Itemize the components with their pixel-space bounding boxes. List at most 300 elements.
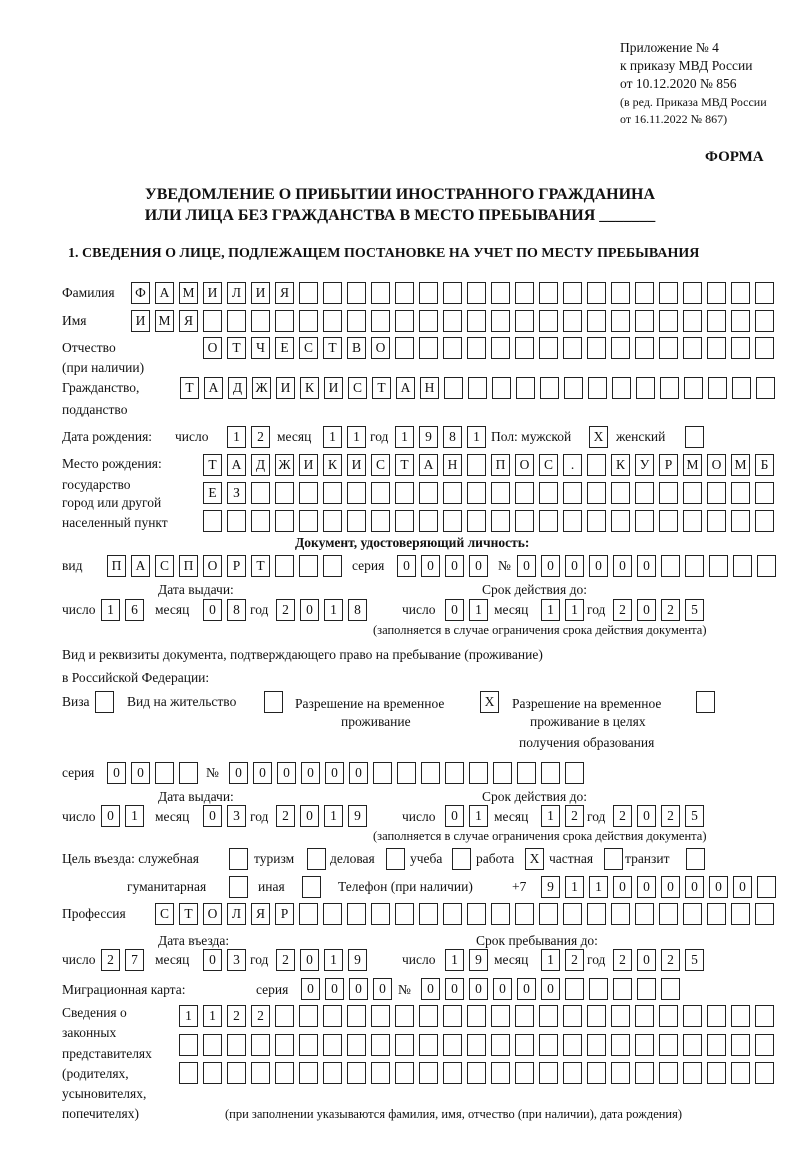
birthplace1-cell[interactable]: . (563, 454, 582, 476)
birthplace3-cell[interactable] (755, 510, 774, 532)
mc-number-cell[interactable] (661, 978, 680, 1000)
birthplace2-cell[interactable] (491, 482, 510, 504)
rd-number-cell[interactable] (517, 762, 536, 784)
reps3-cell[interactable] (419, 1062, 438, 1084)
reps1-cell[interactable]: 1 (203, 1005, 222, 1027)
doc-number-cell[interactable]: 0 (589, 555, 608, 577)
birthplace3-cell[interactable] (347, 510, 366, 532)
rd-valid-year-cell[interactable]: 5 (685, 805, 704, 827)
phone-cell[interactable]: 0 (733, 876, 752, 898)
name-cell[interactable]: М (155, 310, 174, 332)
reps1-cell[interactable] (347, 1005, 366, 1027)
doc-valid-year-cell[interactable]: 0 (637, 599, 656, 621)
name-cell[interactable] (395, 310, 414, 332)
doc-number-cell[interactable]: 0 (517, 555, 536, 577)
doc-issue-year-cell[interactable]: 0 (300, 599, 319, 621)
entry-year-cell[interactable]: 1 (324, 949, 343, 971)
reps3-cell[interactable] (371, 1062, 390, 1084)
male-cell[interactable]: X (589, 426, 608, 448)
profession-cell[interactable] (707, 903, 726, 925)
profession-cell[interactable] (587, 903, 606, 925)
patronymic-cell[interactable] (515, 337, 534, 359)
birthplace1-cell[interactable]: Ж (275, 454, 294, 476)
profession-cell[interactable] (371, 903, 390, 925)
birthplace2-cell[interactable] (395, 482, 414, 504)
birthplace3-cell[interactable] (635, 510, 654, 532)
citizenship-cell[interactable] (492, 377, 511, 399)
birthplace1-cell[interactable]: А (419, 454, 438, 476)
citizenship-cell[interactable]: К (300, 377, 319, 399)
reps3-cell[interactable] (323, 1062, 342, 1084)
birthplace2-cell[interactable] (707, 482, 726, 504)
name-cell[interactable] (611, 310, 630, 332)
rd-valid-year-cell[interactable]: 0 (637, 805, 656, 827)
profession-cell[interactable]: Я (251, 903, 270, 925)
visa-cell[interactable] (95, 691, 114, 713)
phone-cell[interactable]: 0 (709, 876, 728, 898)
birthplace1-cell[interactable]: К (323, 454, 342, 476)
profession-cell[interactable] (395, 903, 414, 925)
name-cell[interactable] (755, 310, 774, 332)
doc-series-cell[interactable]: 0 (421, 555, 440, 577)
birthplace2-cell[interactable] (251, 482, 270, 504)
birth-month-field[interactable] (323, 426, 366, 448)
birthplace1-cell[interactable]: О (707, 454, 726, 476)
name-cell[interactable] (443, 310, 462, 332)
mc-number-cell[interactable] (637, 978, 656, 1000)
profession-cell[interactable] (443, 903, 462, 925)
doc-kind-cell[interactable]: П (107, 555, 126, 577)
birthplace1-cell[interactable]: Т (203, 454, 222, 476)
birthplace2-cell[interactable] (419, 482, 438, 504)
birthplace1-cell[interactable]: И (347, 454, 366, 476)
reps2-cell[interactable] (731, 1034, 750, 1056)
stay-day-cell[interactable]: 9 (469, 949, 488, 971)
birthplace2-cell[interactable] (515, 482, 534, 504)
patronymic-cell[interactable] (755, 337, 774, 359)
birthplace3-cell[interactable] (467, 510, 486, 532)
surname-cell[interactable] (347, 282, 366, 304)
reps1-cell[interactable] (371, 1005, 390, 1027)
rd-valid-day-cell[interactable]: 1 (469, 805, 488, 827)
patronymic-cell[interactable]: Ч (251, 337, 270, 359)
rd-number-cell[interactable] (421, 762, 440, 784)
doc-number-cell[interactable]: 0 (541, 555, 560, 577)
birthplace1-cell[interactable]: М (683, 454, 702, 476)
p-study-cell[interactable] (452, 848, 471, 870)
reps3-cell[interactable] (299, 1062, 318, 1084)
reps2-cell[interactable] (539, 1034, 558, 1056)
p-study-checkbox[interactable] (452, 848, 471, 870)
reps2-cell[interactable] (515, 1034, 534, 1056)
reps1-cell[interactable] (323, 1005, 342, 1027)
rd-number-cell[interactable] (541, 762, 560, 784)
citizenship-cell[interactable]: Н (420, 377, 439, 399)
reps2-cell[interactable] (659, 1034, 678, 1056)
patronymic-cell[interactable]: О (371, 337, 390, 359)
doc-kind-cell[interactable]: С (155, 555, 174, 577)
stay-year-cell[interactable]: 0 (637, 949, 656, 971)
stay-year-cell[interactable]: 2 (661, 949, 680, 971)
entry-year-cell[interactable]: 0 (300, 949, 319, 971)
rd-number-cell[interactable]: 0 (301, 762, 320, 784)
birth-year-cell[interactable]: 1 (467, 426, 486, 448)
rd-valid-year-cell[interactable]: 2 (613, 805, 632, 827)
rd-issue-month-cell[interactable]: 3 (227, 805, 246, 827)
surname-cell[interactable] (491, 282, 510, 304)
rd-issue-year-cell[interactable]: 9 (348, 805, 367, 827)
surname-cell[interactable]: Л (227, 282, 246, 304)
rd-issue-month-cell[interactable]: 0 (203, 805, 222, 827)
birthplace1-cell[interactable]: А (227, 454, 246, 476)
rd-issue-year-cell[interactable]: 2 (276, 805, 295, 827)
rd-number-cell[interactable] (445, 762, 464, 784)
mc-number-cell[interactable]: 0 (517, 978, 536, 1000)
doc-issue-day-cell[interactable]: 6 (125, 599, 144, 621)
birthplace2-cell[interactable] (539, 482, 558, 504)
phone-cell[interactable]: 0 (637, 876, 656, 898)
stay-month-field[interactable] (541, 949, 584, 971)
rd-number-cell[interactable] (373, 762, 392, 784)
mc-number-field[interactable] (421, 978, 680, 1000)
citizenship-cell[interactable] (660, 377, 679, 399)
birthplace3-cell[interactable] (659, 510, 678, 532)
rd-number-cell[interactable] (397, 762, 416, 784)
patronymic-cell[interactable] (491, 337, 510, 359)
citizenship-cell[interactable]: И (324, 377, 343, 399)
reps3-cell[interactable] (539, 1062, 558, 1084)
surname-cell[interactable] (611, 282, 630, 304)
surname-cell[interactable] (707, 282, 726, 304)
citizenship-cell[interactable]: А (396, 377, 415, 399)
birthplace1-cell[interactable]: У (635, 454, 654, 476)
birthplace1-cell[interactable]: Д (251, 454, 270, 476)
birthplace3-cell[interactable] (443, 510, 462, 532)
doc-valid-year-cell[interactable]: 5 (685, 599, 704, 621)
residence-cell[interactable] (264, 691, 283, 713)
name-cell[interactable] (275, 310, 294, 332)
rd-number-cell[interactable] (493, 762, 512, 784)
mc-series-cell[interactable]: 0 (301, 978, 320, 1000)
reps2-field[interactable] (179, 1034, 774, 1056)
rd-series-cell[interactable]: 0 (107, 762, 126, 784)
stay-year-cell[interactable]: 2 (613, 949, 632, 971)
reps2-cell[interactable] (227, 1034, 246, 1056)
birthplace2-cell[interactable] (347, 482, 366, 504)
name-cell[interactable] (731, 310, 750, 332)
patronymic-cell[interactable] (539, 337, 558, 359)
temp-residence-cell[interactable]: X (480, 691, 499, 713)
doc-kind-cell[interactable]: О (203, 555, 222, 577)
phone-cell[interactable]: 0 (613, 876, 632, 898)
doc-kind-field[interactable] (107, 555, 342, 577)
reps1-cell[interactable] (299, 1005, 318, 1027)
birth-year-cell[interactable]: 9 (419, 426, 438, 448)
birthplace3-cell[interactable] (275, 510, 294, 532)
birthplace3-cell[interactable] (515, 510, 534, 532)
rd-number-cell[interactable]: 0 (229, 762, 248, 784)
doc-valid-year-cell[interactable]: 2 (613, 599, 632, 621)
citizenship-cell[interactable]: Т (372, 377, 391, 399)
profession-cell[interactable]: О (203, 903, 222, 925)
reps2-cell[interactable] (635, 1034, 654, 1056)
reps1-cell[interactable] (683, 1005, 702, 1027)
rd-issue-year-cell[interactable]: 1 (324, 805, 343, 827)
rd-series-cell[interactable]: 0 (131, 762, 150, 784)
entry-year-cell[interactable]: 2 (276, 949, 295, 971)
reps3-cell[interactable] (443, 1062, 462, 1084)
birthplace1-cell[interactable]: С (371, 454, 390, 476)
female-cell[interactable] (685, 426, 704, 448)
surname-cell[interactable] (443, 282, 462, 304)
patronymic-cell[interactable]: В (347, 337, 366, 359)
birthplace1-cell[interactable]: Н (443, 454, 462, 476)
doc-number-cell[interactable] (685, 555, 704, 577)
surname-cell[interactable]: И (203, 282, 222, 304)
rd-number-cell[interactable] (469, 762, 488, 784)
name-cell[interactable] (587, 310, 606, 332)
doc-number-cell[interactable] (733, 555, 752, 577)
profession-cell[interactable]: С (155, 903, 174, 925)
patronymic-cell[interactable] (707, 337, 726, 359)
rd-issue-month-field[interactable] (203, 805, 246, 827)
reps2-cell[interactable] (611, 1034, 630, 1056)
rd-series-field[interactable] (107, 762, 198, 784)
reps1-cell[interactable] (275, 1005, 294, 1027)
p-other-checkbox[interactable] (302, 876, 321, 898)
doc-number-cell[interactable] (661, 555, 680, 577)
patronymic-cell[interactable] (611, 337, 630, 359)
citizenship-field[interactable] (180, 377, 775, 399)
citizenship-cell[interactable] (468, 377, 487, 399)
phone-cell[interactable]: 0 (661, 876, 680, 898)
mc-number-cell[interactable] (565, 978, 584, 1000)
p-humanitarian-checkbox[interactable] (229, 876, 248, 898)
reps2-cell[interactable] (443, 1034, 462, 1056)
birth-month-cell[interactable]: 1 (347, 426, 366, 448)
surname-cell[interactable]: И (251, 282, 270, 304)
rd-issue-day-cell[interactable]: 0 (101, 805, 120, 827)
rd-series-cell[interactable] (155, 762, 174, 784)
birthplace2-cell[interactable] (659, 482, 678, 504)
profession-cell[interactable] (635, 903, 654, 925)
doc-number-cell[interactable] (757, 555, 776, 577)
birth-day-cell[interactable]: 1 (227, 426, 246, 448)
name-cell[interactable] (251, 310, 270, 332)
surname-cell[interactable] (755, 282, 774, 304)
birthplace2-cell[interactable] (611, 482, 630, 504)
birthplace1-cell[interactable]: О (515, 454, 534, 476)
rd-valid-day-field[interactable] (445, 805, 488, 827)
surname-cell[interactable] (323, 282, 342, 304)
name-cell[interactable] (683, 310, 702, 332)
birthplace2-cell[interactable]: З (227, 482, 246, 504)
name-cell[interactable]: И (131, 310, 150, 332)
entry-day-field[interactable] (101, 949, 144, 971)
birth-year-cell[interactable]: 1 (395, 426, 414, 448)
rd-valid-day-cell[interactable]: 0 (445, 805, 464, 827)
patronymic-cell[interactable] (659, 337, 678, 359)
reps2-cell[interactable] (347, 1034, 366, 1056)
surname-cell[interactable] (683, 282, 702, 304)
birthplace3-cell[interactable] (227, 510, 246, 532)
reps3-cell[interactable] (467, 1062, 486, 1084)
citizenship-cell[interactable] (732, 377, 751, 399)
reps3-cell[interactable] (635, 1062, 654, 1084)
patronymic-cell[interactable]: Т (227, 337, 246, 359)
name-cell[interactable] (539, 310, 558, 332)
doc-series-cell[interactable]: 0 (445, 555, 464, 577)
reps3-cell[interactable] (587, 1062, 606, 1084)
name-cell[interactable] (467, 310, 486, 332)
birthplace2-cell[interactable] (299, 482, 318, 504)
entry-month-cell[interactable]: 3 (227, 949, 246, 971)
p-transit-cell[interactable] (686, 848, 705, 870)
doc-number-cell[interactable] (709, 555, 728, 577)
patronymic-cell[interactable]: Т (323, 337, 342, 359)
reps2-cell[interactable] (467, 1034, 486, 1056)
birthplace1-cell[interactable]: И (299, 454, 318, 476)
profession-cell[interactable] (563, 903, 582, 925)
rd-valid-year-cell[interactable]: 2 (661, 805, 680, 827)
doc-issue-year-field[interactable] (276, 599, 367, 621)
reps1-cell[interactable]: 2 (251, 1005, 270, 1027)
surname-cell[interactable] (587, 282, 606, 304)
entry-year-field[interactable] (276, 949, 367, 971)
reps2-cell[interactable] (395, 1034, 414, 1056)
doc-valid-month-field[interactable] (541, 599, 584, 621)
profession-cell[interactable] (491, 903, 510, 925)
entry-year-cell[interactable]: 9 (348, 949, 367, 971)
reps2-cell[interactable] (251, 1034, 270, 1056)
birthplace2-field[interactable] (203, 482, 774, 504)
entry-day-cell[interactable]: 2 (101, 949, 120, 971)
reps1-cell[interactable] (659, 1005, 678, 1027)
stay-month-cell[interactable]: 1 (541, 949, 560, 971)
rd-valid-month-cell[interactable]: 1 (541, 805, 560, 827)
patronymic-cell[interactable]: С (299, 337, 318, 359)
patronymic-cell[interactable] (587, 337, 606, 359)
birthplace2-cell[interactable] (731, 482, 750, 504)
name-cell[interactable] (707, 310, 726, 332)
birthplace2-cell[interactable] (371, 482, 390, 504)
doc-number-field[interactable] (517, 555, 776, 577)
citizenship-cell[interactable] (612, 377, 631, 399)
citizenship-cell[interactable]: А (204, 377, 223, 399)
rd-number-cell[interactable]: 0 (325, 762, 344, 784)
reps3-cell[interactable] (347, 1062, 366, 1084)
birthplace3-cell[interactable] (707, 510, 726, 532)
reps2-cell[interactable] (323, 1034, 342, 1056)
p-private-checkbox[interactable] (604, 848, 623, 870)
doc-issue-day-field[interactable] (101, 599, 144, 621)
mc-number-cell[interactable] (589, 978, 608, 1000)
reps2-cell[interactable] (203, 1034, 222, 1056)
temp-residence-edu-checkbox[interactable] (696, 691, 715, 713)
name-cell[interactable] (491, 310, 510, 332)
surname-cell[interactable]: А (155, 282, 174, 304)
p-tourism-cell[interactable] (307, 848, 326, 870)
profession-cell[interactable] (611, 903, 630, 925)
mc-series-cell[interactable]: 0 (349, 978, 368, 1000)
birth-month-cell[interactable]: 1 (323, 426, 342, 448)
doc-issue-day-cell[interactable]: 1 (101, 599, 120, 621)
reps1-cell[interactable] (731, 1005, 750, 1027)
doc-series-cell[interactable]: 0 (397, 555, 416, 577)
female-checkbox[interactable] (685, 426, 704, 448)
rd-number-cell[interactable]: 0 (277, 762, 296, 784)
reps1-cell[interactable] (419, 1005, 438, 1027)
citizenship-cell[interactable]: С (348, 377, 367, 399)
doc-kind-cell[interactable] (323, 555, 342, 577)
citizenship-cell[interactable] (540, 377, 559, 399)
name-cell[interactable] (227, 310, 246, 332)
reps1-cell[interactable] (707, 1005, 726, 1027)
name-field[interactable] (131, 310, 774, 332)
stay-year-field[interactable] (613, 949, 704, 971)
patronymic-cell[interactable] (419, 337, 438, 359)
p-humanitarian-cell[interactable] (229, 876, 248, 898)
reps2-cell[interactable] (707, 1034, 726, 1056)
mc-number-cell[interactable]: 0 (493, 978, 512, 1000)
mc-series-field[interactable] (301, 978, 392, 1000)
p-service-checkbox[interactable] (229, 848, 248, 870)
doc-issue-year-cell[interactable]: 1 (324, 599, 343, 621)
stay-month-cell[interactable]: 2 (565, 949, 584, 971)
reps1-cell[interactable] (467, 1005, 486, 1027)
citizenship-cell[interactable] (636, 377, 655, 399)
name-cell[interactable] (563, 310, 582, 332)
reps3-cell[interactable] (659, 1062, 678, 1084)
reps1-cell[interactable] (587, 1005, 606, 1027)
reps3-cell[interactable] (179, 1062, 198, 1084)
entry-day-cell[interactable]: 7 (125, 949, 144, 971)
reps3-cell[interactable] (683, 1062, 702, 1084)
surname-cell[interactable] (635, 282, 654, 304)
citizenship-cell[interactable] (516, 377, 535, 399)
doc-kind-cell[interactable]: А (131, 555, 150, 577)
rd-issue-day-field[interactable] (101, 805, 144, 827)
reps1-cell[interactable] (395, 1005, 414, 1027)
profession-cell[interactable] (683, 903, 702, 925)
stay-year-cell[interactable]: 5 (685, 949, 704, 971)
doc-valid-day-cell[interactable]: 1 (469, 599, 488, 621)
surname-cell[interactable] (731, 282, 750, 304)
doc-kind-cell[interactable]: Р (227, 555, 246, 577)
p-transit-checkbox[interactable] (686, 848, 705, 870)
doc-issue-month-cell[interactable]: 8 (227, 599, 246, 621)
phone-cell[interactable]: 1 (565, 876, 584, 898)
reps3-cell[interactable] (491, 1062, 510, 1084)
citizenship-cell[interactable]: Т (180, 377, 199, 399)
birthplace3-cell[interactable] (299, 510, 318, 532)
surname-cell[interactable] (419, 282, 438, 304)
mc-series-cell[interactable]: 0 (325, 978, 344, 1000)
phone-cell[interactable] (757, 876, 776, 898)
reps1-cell[interactable] (515, 1005, 534, 1027)
birthplace3-cell[interactable] (683, 510, 702, 532)
surname-cell[interactable]: Ф (131, 282, 150, 304)
mc-number-cell[interactable]: 0 (445, 978, 464, 1000)
reps1-cell[interactable]: 1 (179, 1005, 198, 1027)
reps1-cell[interactable] (611, 1005, 630, 1027)
birthplace1-cell[interactable]: Б (755, 454, 774, 476)
citizenship-cell[interactable] (444, 377, 463, 399)
birthplace2-cell[interactable] (587, 482, 606, 504)
birthplace2-cell[interactable] (443, 482, 462, 504)
reps3-field[interactable] (179, 1062, 774, 1084)
reps3-cell[interactable] (563, 1062, 582, 1084)
